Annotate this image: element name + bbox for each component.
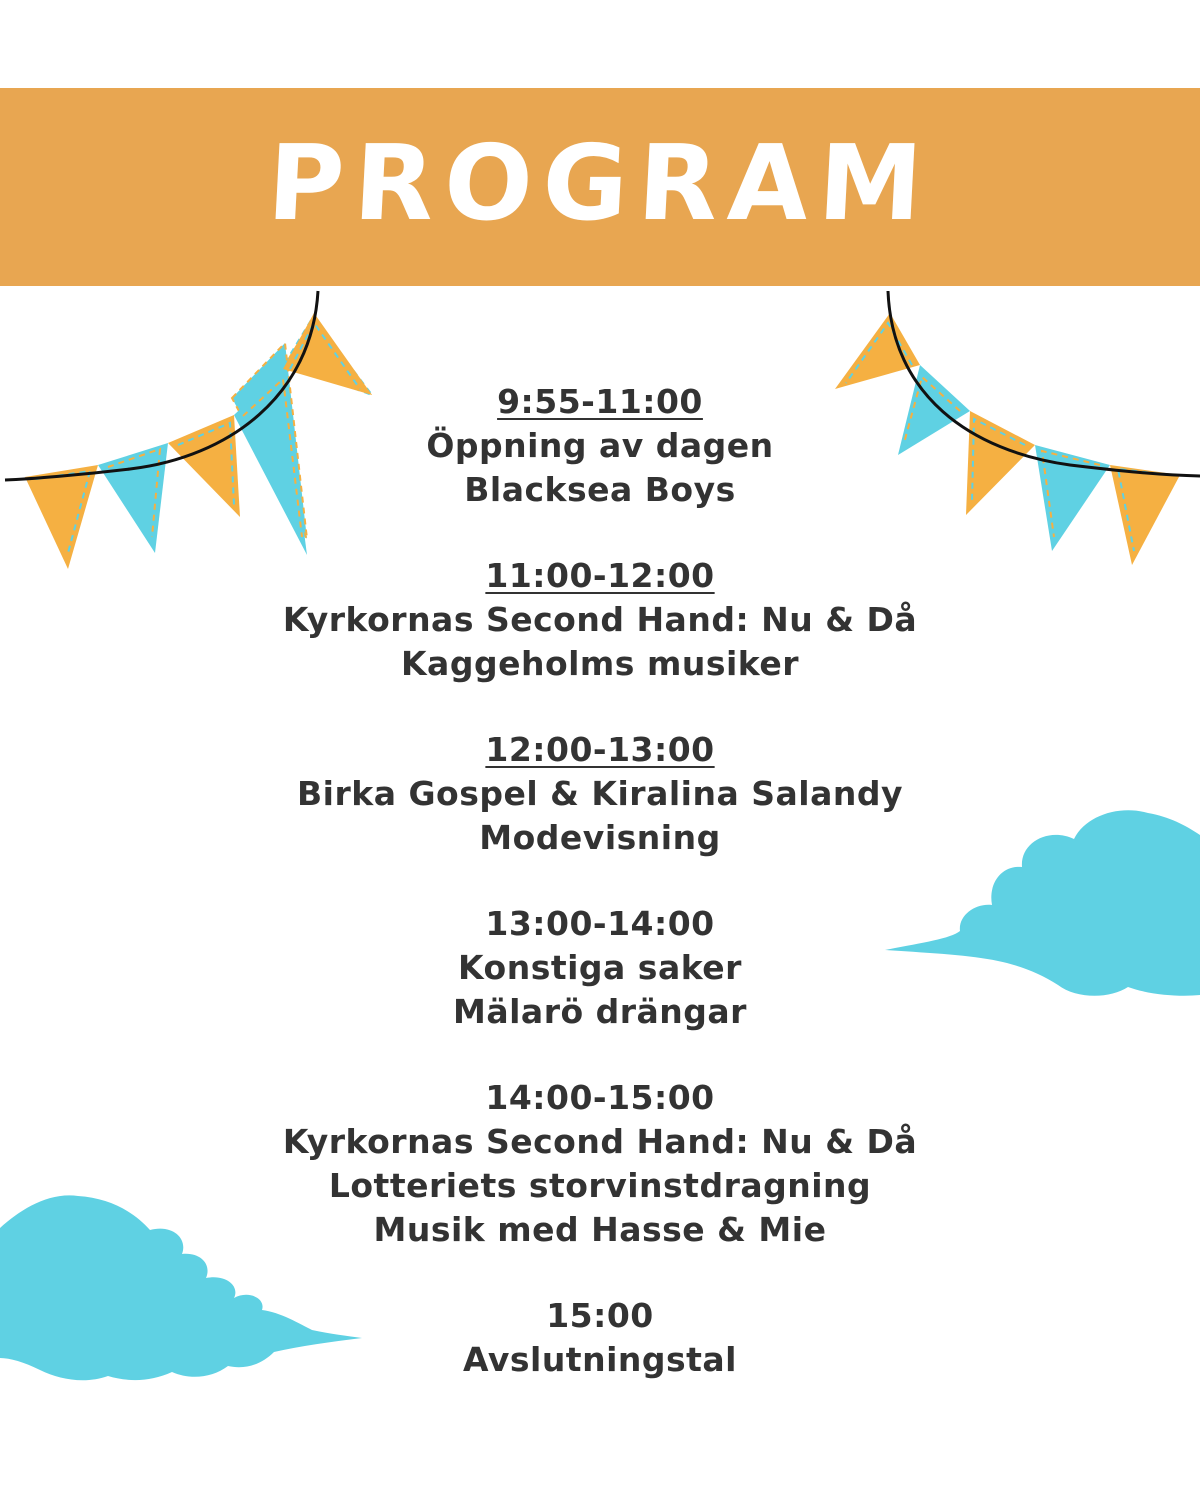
slot-item: Avslutningstal: [462, 1340, 737, 1379]
schedule-slot: [0, 902, 1200, 1034]
slot-item: Blacksea Boys: [464, 470, 736, 509]
page-title: PROGRAM: [264, 122, 936, 244]
slot-item: Konstiga saker: [458, 948, 742, 987]
flag-1: [835, 313, 920, 389]
slot-item: Musik med Hasse & Mie: [373, 1210, 827, 1249]
slot-item: Öppning av dagen: [426, 426, 774, 465]
slot-item: Kaggeholms musiker: [400, 644, 799, 683]
schedule-slot: [0, 1294, 1200, 1382]
slot-time: 11:00-12:00: [485, 556, 715, 595]
slot-time: 13:00-14:00: [485, 904, 715, 943]
slot-item: Lotteriets storvinstdragning: [328, 1166, 872, 1205]
schedule-slot: [0, 554, 1200, 686]
slot-item: Birka Gospel & Kiralina Salandy: [297, 774, 903, 813]
slot-time: 12:00-13:00: [485, 730, 715, 769]
slot-item: Kyrkornas Second Hand: Nu & Då: [282, 1122, 918, 1161]
schedule-slot: [0, 380, 1200, 512]
schedule-slot: [0, 728, 1200, 860]
program-schedule: [0, 380, 1200, 1424]
slot-item: Mälarö drängar: [453, 992, 747, 1031]
slot-item: Kyrkornas Second Hand: Nu & Då: [282, 600, 918, 639]
slot-time: 9:55-11:00: [497, 382, 703, 421]
slot-time: 15:00: [546, 1296, 654, 1335]
slot-item: Modevisning: [479, 818, 721, 857]
schedule-slot: [0, 1076, 1200, 1252]
slot-time: 14:00-15:00: [485, 1078, 715, 1117]
